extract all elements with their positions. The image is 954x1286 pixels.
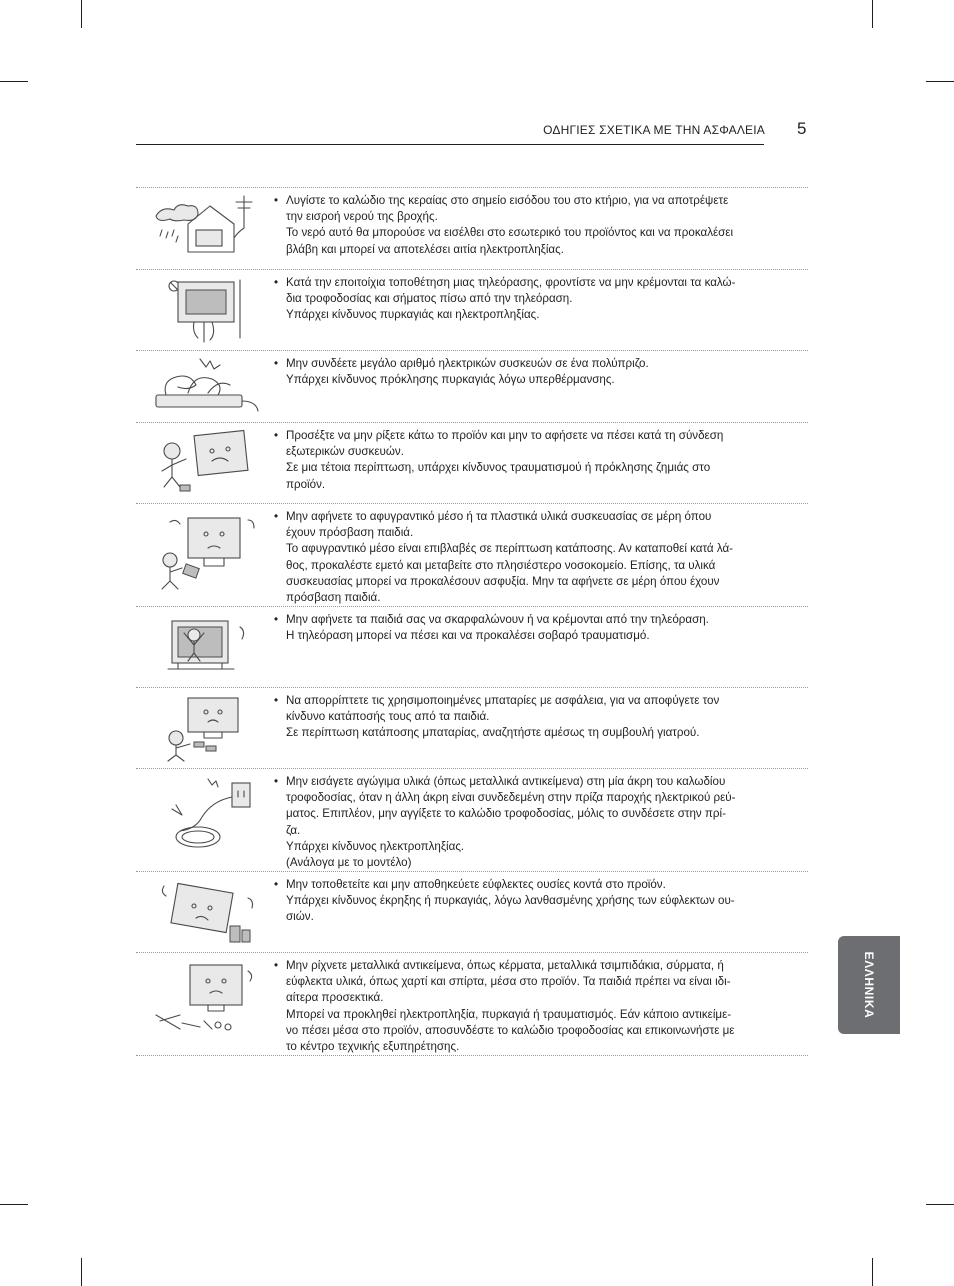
text-line: εξωτερικών συσκευών. [286,445,404,459]
text-line: Προσέξτε να μην ρίξετε κάτω το προϊόν και μην το αφήσετε να πέσει κατά τη σύνδεση [286,429,724,442]
safety-row-drop-product [136,423,808,504]
text-line: κίνδυνο κατάποσής τους από τα παιδιά. [286,710,490,724]
text-line: Μην ρίχνετε μεταλλικά αντικείμενα, όπως κέρματα, μεταλλικά τσιμπιδάκια, σύρματα, ή [286,959,724,972]
bullet: • [274,959,279,972]
text-line: προϊόν. [286,477,326,491]
text-line: Υπάρχει κίνδυνος πυρκαγιάς και ηλεκτροπληξίας. [286,308,540,322]
bullet: • [274,276,279,289]
text-line: Μην αφήνετε το αφυγραντικό μέσο ή τα πλαστικά υλικά συσκευασίας σε μέρη όπου [286,510,712,523]
text-line: πρόσβαση παιδιά. [286,591,381,605]
text-line: αίτερα προσεκτικά. [286,991,384,1005]
text-line: θος, προκαλέστε εμετό και μεταβείτε στο πλησιέστερο νοσοκομείο. Επίσης, τα υλικά [286,558,716,572]
safety-text [274,769,808,871]
text-line: Το νερό αυτό θα μπορούσε να εισέλθει στο εσωτερικό του προϊόντος και να προκαλέσει [286,226,734,240]
safety-text [274,423,808,503]
safety-text [274,688,808,768]
text-line: δια τροφοδοσίας και σήματος πίσω από την τηλεόραση. [286,292,573,306]
crop-mark [81,0,82,28]
text-line: Κατά την εποιτοίχια τοποθέτηση μιας τηλεόρασης, φροντίστε να μην κρέμονται τα καλώ- [286,276,736,289]
language-tab [838,936,900,1034]
safety-text [274,270,808,350]
crop-mark [0,1204,28,1205]
crop-mark [926,1204,954,1205]
text-line: Μην τοποθετείτε και μην αποθηκεύετε εύφλεκτες ουσίες κοντά στο προϊόν. [286,878,666,891]
child-desiccant-illustration [136,504,274,606]
safety-row-flammable-substances [136,872,808,953]
bullet: • [274,429,279,442]
page-header-title: ΟΔΗΓΙΕΣ ΣΧΕΤΙΚΑ ΜΕ ΤΗΝ ΑΣΦΑΛΕΙΑ [543,123,765,137]
text-line: εύφλεκτα υλικά, όπως χαρτί και σπίρτα, μέσα στο προϊόν. Τα παιδιά πρέπει να είναι ιδι- [286,975,731,989]
text-line: Μπορεί να προκληθεί ηλεκτροπληξία, πυρκαγιά ή τραυματισμός. Εάν κάποιο αντικείμε- [286,1007,732,1021]
text-line: Μην συνδέετε μεγάλο αριθμό ηλεκτρικών συσκευών σε ένα πολύπριζο. [286,357,649,370]
safety-text [274,351,808,422]
safety-row-metal-objects [136,953,808,1056]
text-line: έχουν πρόσβαση παιδιά. [286,526,414,540]
safety-text [274,188,808,269]
bullet: • [274,194,279,207]
tv-falling-illustration [136,423,274,503]
crop-mark [872,0,873,28]
crop-mark [872,1258,873,1286]
text-line: νο πέσει μέσα στο προϊόν, αποσυνδέστε το καλώδιο τροφοδοσίας και επικοινωνήστε με [286,1023,735,1037]
text-line: Υπάρχει κίνδυνος ηλεκτροπληξίας. [286,839,465,853]
bullet: • [274,510,279,523]
safety-row-batteries [136,688,808,769]
child-batteries-illustration [136,688,274,768]
crop-mark [0,81,28,82]
safety-row-wall-mount-cables [136,270,808,351]
language-tab-label: ΕΛΛΗΝΙΚΑ [862,951,876,1019]
power-cord-metal-illustration [136,769,274,871]
safety-instructions-list [136,187,808,1056]
safety-row-climbing [136,607,808,688]
text-line: το κέντρο τεχνικής εξυπηρέτησης. [286,1040,460,1054]
text-line: σιών. [286,910,314,924]
overloaded-power-strip-illustration [136,351,274,422]
wall-mount-cables-illustration [136,270,274,350]
crop-mark [926,81,954,82]
crop-mark [81,1258,82,1286]
safety-row-antenna [136,188,808,270]
text-line: Σε μια τέτοια περίπτωση, υπάρχει κίνδυνος τραυματισμού ή πρόκλησης ζημιάς στο [286,461,711,475]
header-rule [136,144,764,145]
bullet: • [274,357,279,370]
text-line: ζα. [286,823,301,837]
text-line: Να απορρίπτετε τις χρησιμοποιημένες μπαταρίες με ασφάλεια, για να αποφύγετε τον [286,694,720,707]
safety-text [274,872,808,952]
text-line: τροφοδοσίας, όταν η άλλη άκρη είναι συνδεδεμένη στην πρίζα παροχής ηλεκτρικού ρεύ- [286,791,736,805]
text-line: (Ανάλογα με το μοντέλο) [286,856,412,870]
safety-text [274,504,808,606]
text-line: Σε περίπτωση κατάποσης μπαταρίας, αναζητήστε αμέσως τη συμβουλή γιατρού. [286,726,700,740]
bullet: • [274,775,279,788]
text-line: την εισροή νερού της βροχής. [286,210,438,224]
safety-row-desiccant [136,504,808,607]
text-line: Το αφυγραντικό μέσο είναι επιβλαβές σε περίπτωση κατάποσης. Αν καταποθεί κατά λά- [286,542,734,556]
bullet: • [274,878,279,891]
text-line: Η τηλεόραση μπορεί να πέσει και να προκαλέσει σοβαρό τραυματισμό. [286,629,650,643]
metal-objects-tv-illustration [136,953,274,1055]
bullet: • [274,613,279,626]
text-line: βλάβη και μπορεί να αποτελέσει αιτία ηλεκτροπληξίας. [286,242,564,256]
text-line: Μην εισάγετε αγώγιμα υλικά (όπως μεταλλικά αντικείμενα) στη μία άκρη του καλωδίου [286,775,726,788]
text-line: Μην αφήνετε τα παιδιά σας να σκαρφαλώνουν ή να κρέμονται από την τηλεόραση. [286,613,709,626]
text-line: ματος. Επιπλέον, μην αγγίξετε το καλώδιο τροφοδοσίας, μόλις το συνδέσετε στην πρί- [286,807,726,821]
bullet: • [274,694,279,707]
safety-row-conductive-materials [136,769,808,872]
safety-text [274,607,808,687]
flammables-near-tv-illustration [136,872,274,952]
text-line: Υπάρχει κίνδυνος έκρηξης ή πυρκαγιάς, λόγω λανθασμένης χρήσης των εύφλεκτων ου- [286,894,735,908]
text-line: Λυγίστε το καλώδιο της κεραίας στο σημείο εισόδου του στο κτήριο, για να αποτρέψετε [286,194,729,207]
child-climbing-tv-illustration [136,607,274,687]
text-line: συσκευασίας μπορεί να προκαλέσουν ασφυξία. Μην τα αφήνετε σε μέρη όπου έχουν [286,574,720,588]
safety-text [274,953,808,1055]
page-number: 5 [797,119,807,138]
house-antenna-illustration [136,188,274,269]
text-line: Υπάρχει κίνδυνος πρόκλησης πυρκαγιάς λόγω υπερθέρμανσης. [286,373,615,387]
safety-row-power-strip [136,351,808,423]
